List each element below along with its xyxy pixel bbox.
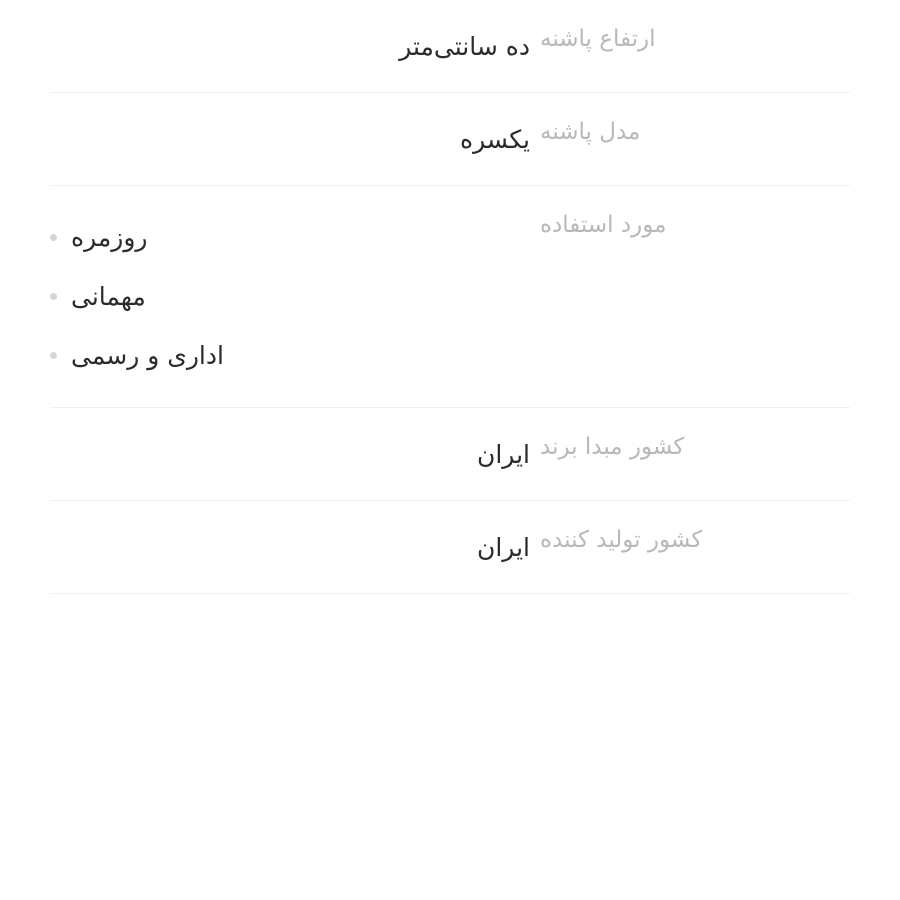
spec-value-text: ایران bbox=[476, 532, 530, 562]
bullet-icon bbox=[50, 293, 57, 300]
spec-label-heel-height: ارتفاع پاشنه bbox=[540, 26, 656, 52]
spec-row bbox=[50, 93, 850, 186]
spec-value-item bbox=[50, 208, 530, 267]
spec-value-text: یکسره bbox=[460, 124, 530, 154]
spec-row bbox=[50, 501, 850, 594]
spec-label-usage: مورد استفاده bbox=[540, 212, 667, 238]
spec-value-text: مهمانی bbox=[71, 282, 146, 311]
spec-value-text: اداری و رسمی bbox=[71, 341, 224, 370]
spec-value-item bbox=[50, 326, 530, 385]
spec-value-text: ده سانتی‌متر bbox=[399, 31, 530, 61]
bottom-spacer bbox=[50, 594, 850, 834]
bullet-icon bbox=[50, 352, 57, 359]
spec-value-item bbox=[50, 430, 530, 478]
spec-values-heel-height bbox=[50, 0, 530, 92]
spec-value-item bbox=[50, 523, 530, 571]
spec-value-text: ایران bbox=[476, 439, 530, 469]
spec-value-text: روزمره bbox=[71, 223, 148, 252]
spec-value-item bbox=[50, 115, 530, 163]
spec-label-brand-origin-country: کشور مبدا برند bbox=[540, 434, 685, 460]
spec-label-heel-model: مدل پاشنه bbox=[540, 119, 641, 145]
bullet-icon bbox=[50, 234, 57, 241]
spec-values-usage bbox=[50, 186, 530, 407]
spec-values-heel-model bbox=[50, 93, 530, 185]
spec-row bbox=[50, 0, 850, 93]
spec-value-item bbox=[50, 22, 530, 70]
spec-row bbox=[50, 408, 850, 501]
spec-values-brand-origin-country bbox=[50, 408, 530, 500]
spec-values-manufacturing-country bbox=[50, 501, 530, 593]
spec-label-manufacturing-country: کشور تولید کننده bbox=[540, 527, 703, 553]
spec-row bbox=[50, 186, 850, 408]
spec-value-item bbox=[50, 267, 530, 326]
